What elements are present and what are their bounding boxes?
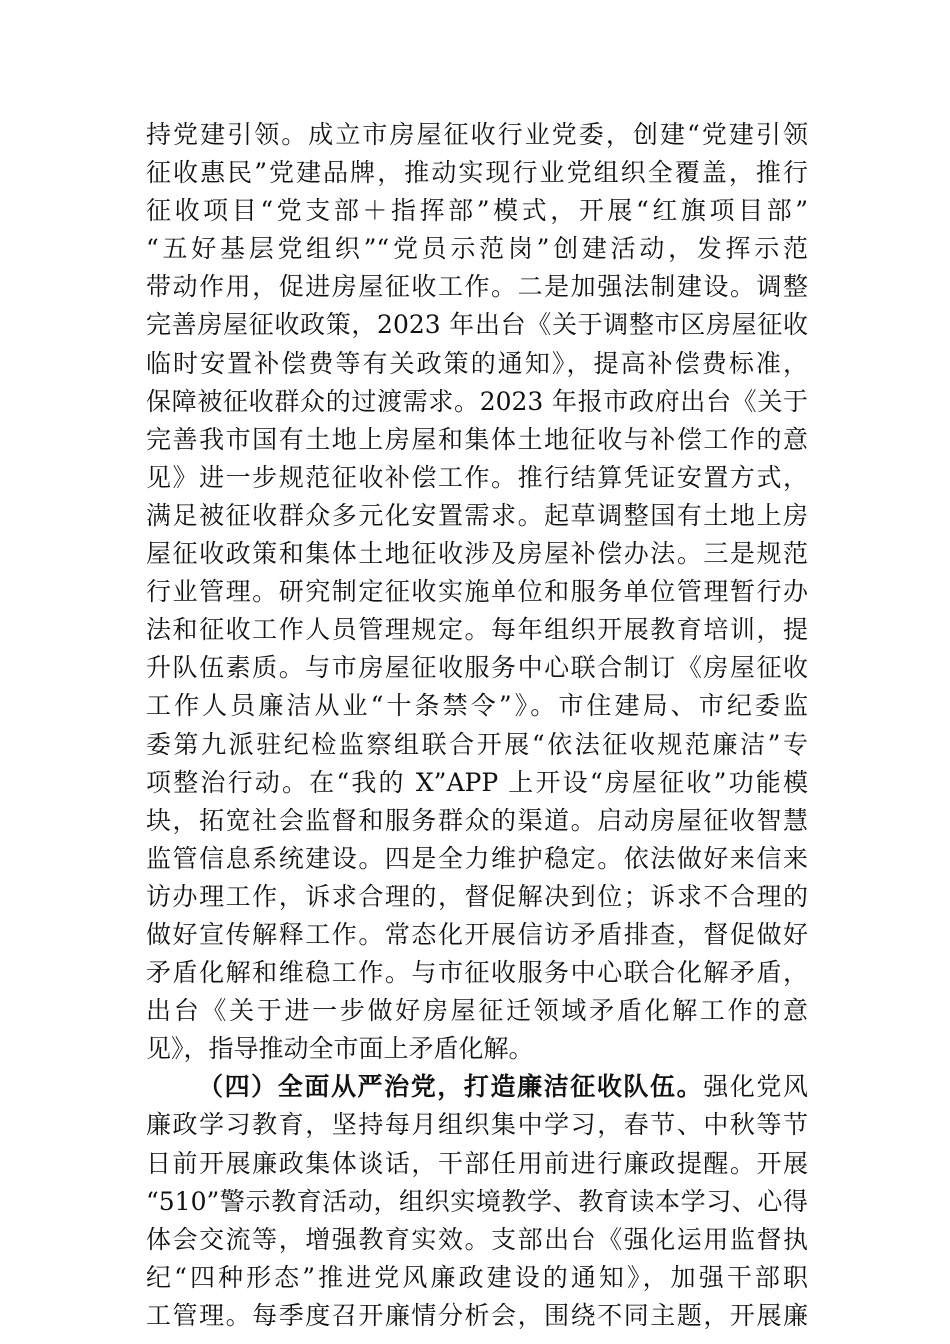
text-line: 法和征收工作人员管理规定。每年组织开展教育培训，提 xyxy=(146,615,808,645)
text-line: 满足被征收群众多元化安置需求。起草调整国有土地上房 xyxy=(146,500,808,530)
text-line: 做好宣传解释工作。常态化开展信访矛盾排查，督促做好 xyxy=(146,919,808,949)
text-line: “五好基层党组织”“党员示范岗”创建活动，发挥示范 xyxy=(146,234,808,264)
text-line: 访办理工作，诉求合理的，督促解决到位；诉求不合理的 xyxy=(146,881,808,911)
text-line: 监管信息系统建设。四是全力维护稳定。依法做好来信来 xyxy=(146,843,808,873)
text-line: 工作人员廉洁从业“十条禁令”》。市住建局、市纪委监 xyxy=(146,691,808,721)
text-line: 升队伍素质。与市房屋征收服务中心联合制订《房屋征收 xyxy=(146,653,808,683)
text-line: 廉政学习教育，坚持每月组织集中学习，春节、中秋等节 xyxy=(146,1110,808,1140)
text-line: 屋征收政策和集体土地征收涉及房屋补偿办法。三是规范 xyxy=(146,539,808,569)
text-line: 委第九派驻纪检监察组联合开展“依法征收规范廉洁”专 xyxy=(146,729,808,759)
text-line: 临时安置补偿费等有关政策的通知》，提高补偿费标准， xyxy=(146,348,808,378)
section-heading: （四）全面从严治党，打造廉洁征收队伍。 xyxy=(198,1072,704,1102)
text-line: 完善房屋征收政策，2023 年出台《关于调整市区房屋征收 xyxy=(146,310,808,340)
text-line: 体会交流等，增强教育实效。支部出台《强化运用监督执 xyxy=(146,1224,808,1254)
body-text xyxy=(146,116,808,1335)
text-line: 持党建引领。成立市房屋征收行业党委，创建“党建引领 xyxy=(146,120,808,149)
text-line: 保障被征收群众的过渡需求。2023 年报市政府出台《关于 xyxy=(146,386,808,416)
text-line: 块，拓宽社会监督和服务群众的渠道。启动房屋征收智慧 xyxy=(146,805,808,835)
text-line: 矛盾化解和维稳工作。与市征收服务中心联合化解矛盾， xyxy=(146,958,808,988)
text-line: 见》，指导推动全市面上矛盾化解。 xyxy=(146,1034,534,1064)
text-line: 项整治行动。在“我的 X”APP 上开设“房屋征收”功能模 xyxy=(146,767,808,797)
text-line: 工管理。每季度召开廉情分析会，围绕不同主题，开展廉 xyxy=(146,1300,808,1330)
text-line: 纪“四种形态”推进党风廉政建设的通知》，加强干部职 xyxy=(146,1262,808,1292)
section-first-line-text: 强化党风 xyxy=(703,1072,808,1102)
text-line: 完善我市国有土地上房屋和集体土地征收与补偿工作的意 xyxy=(146,424,808,454)
text-line: 带动作用，促进房屋征收工作。二是加强法制建设。调整 xyxy=(146,272,808,302)
section-first-line xyxy=(146,1068,808,1106)
text-line: 征收惠民”党建品牌，推动实现行业党组织全覆盖，推行 xyxy=(146,158,808,188)
text-line: 行业管理。研究制定征收实施单位和服务单位管理暂行办 xyxy=(146,577,808,607)
text-line: 见》进一步规范征收补偿工作。推行结算凭证安置方式， xyxy=(146,462,808,492)
text-line: 出台《关于进一步做好房屋征迁领域矛盾化解工作的意 xyxy=(146,996,808,1026)
text-line: 征收项目“党支部＋指挥部”模式，开展“红旗项目部” xyxy=(146,196,808,226)
text-line: “510”警示教育活动，组织实境教学、教育读本学习、心得 xyxy=(146,1186,808,1216)
text-line: 日前开展廉政集体谈话，干部任用前进行廉政提醒。开展 xyxy=(146,1148,808,1178)
